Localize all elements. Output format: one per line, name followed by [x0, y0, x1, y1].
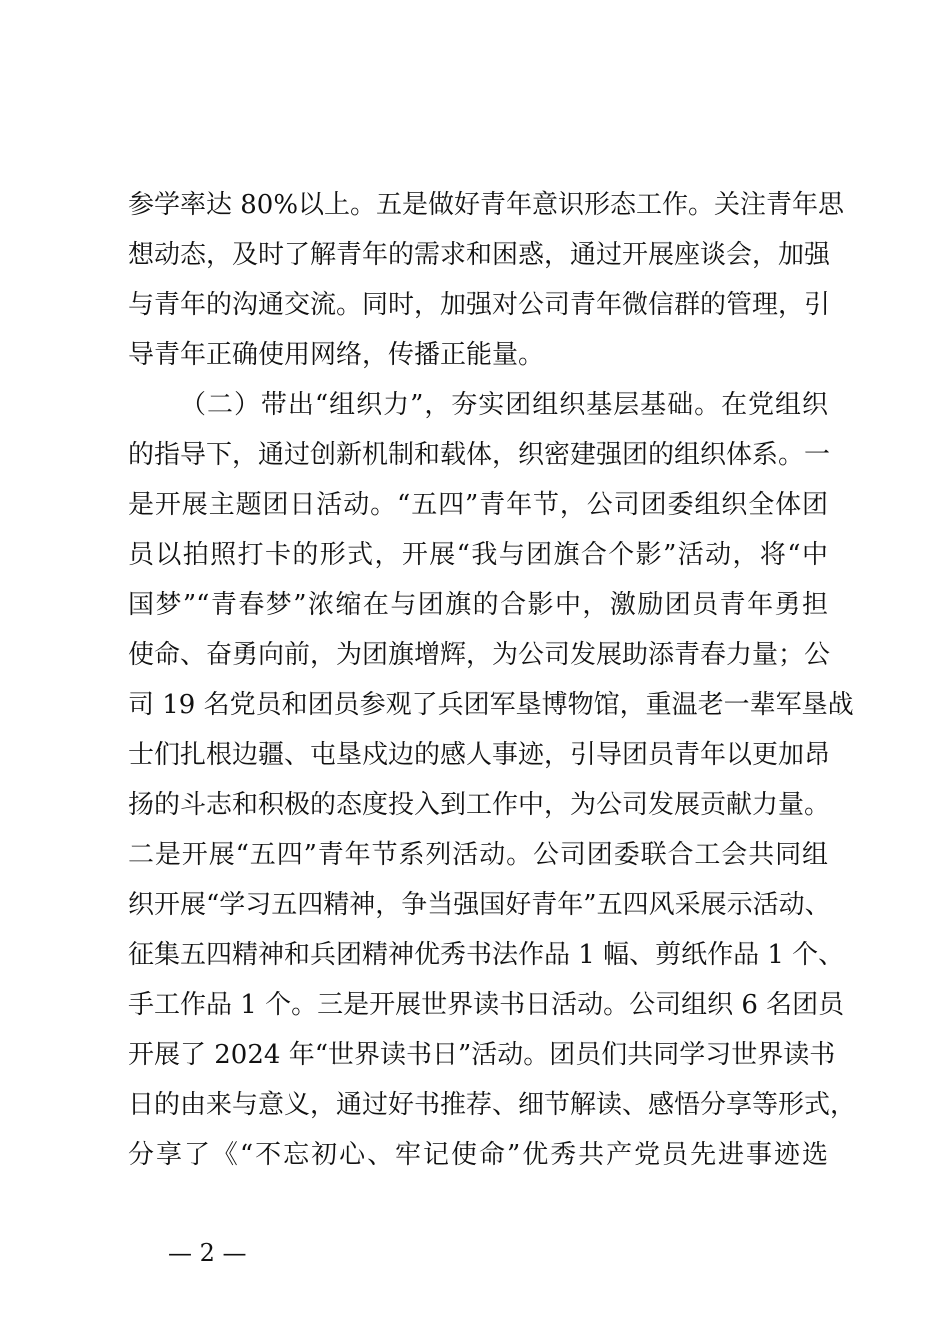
text-line: 员以拍照打卡的形式，开展“我与团旗合个影”活动，将“中 [128, 540, 828, 570]
text-line: 参学率达 80%以上。五是做好青年意识形态工作。关注青年思 [128, 190, 845, 220]
text-line: 开展了 2024 年“世界读书日”活动。团员们共同学习世界读书 [128, 1040, 836, 1070]
page-number: — 2 — [168, 1239, 247, 1267]
text-line: 扬的斗志和积极的态度投入到工作中，为公司发展贡献力量。 [128, 790, 831, 820]
text-line: 国梦”“青春梦”浓缩在与团旗的合影中，激励团员青年勇担 [128, 590, 828, 620]
text-line: 日的由来与意义，通过好书推荐、细节解读、感悟分享等形式， [128, 1090, 857, 1120]
text-line: 二是开展“五四”青年节系列活动。公司团委联合工会共同组 [128, 840, 828, 870]
text-line: 织开展“学习五四精神，争当强国好青年”五四风采展示活动、 [128, 890, 831, 920]
text-line: 与青年的沟通交流。同时，加强对公司青年微信群的管理，引 [128, 290, 831, 320]
text-line: 的指导下，通过创新机制和载体，织密建强团的组织体系。一 [128, 440, 831, 470]
text-line: 使命、奋勇向前，为团旗增辉，为公司发展助添青春力量；公 [128, 640, 831, 670]
text-line: 想动态，及时了解青年的需求和困惑，通过开展座谈会，加强 [128, 240, 831, 270]
text-line: 是开展主题团日活动。“五四”青年节，公司团委组织全体团 [128, 490, 828, 520]
text-line: 分享了《“不忘初心、牢记使命”优秀共产党员先进事迹选 [128, 1140, 828, 1170]
text-line: 士们扎根边疆、屯垦戍边的感人事迹，引导团员青年以更加昂 [128, 740, 831, 770]
text-line: 手工作品 1 个。三是开展世界读书日活动。公司组织 6 名团员 [128, 990, 845, 1020]
text-line: 征集五四精神和兵团精神优秀书法作品 1 幅、剪纸作品 1 个、 [128, 940, 845, 970]
text-line: 导青年正确使用网络，传播正能量。 [128, 340, 545, 370]
section-heading-line: （二）带出“组织力”，夯实团组织基层基础。在党组织 [180, 390, 828, 420]
text-line: 司 19 名党员和团员参观了兵团军垦博物馆，重温老一辈军垦战 [128, 690, 854, 720]
